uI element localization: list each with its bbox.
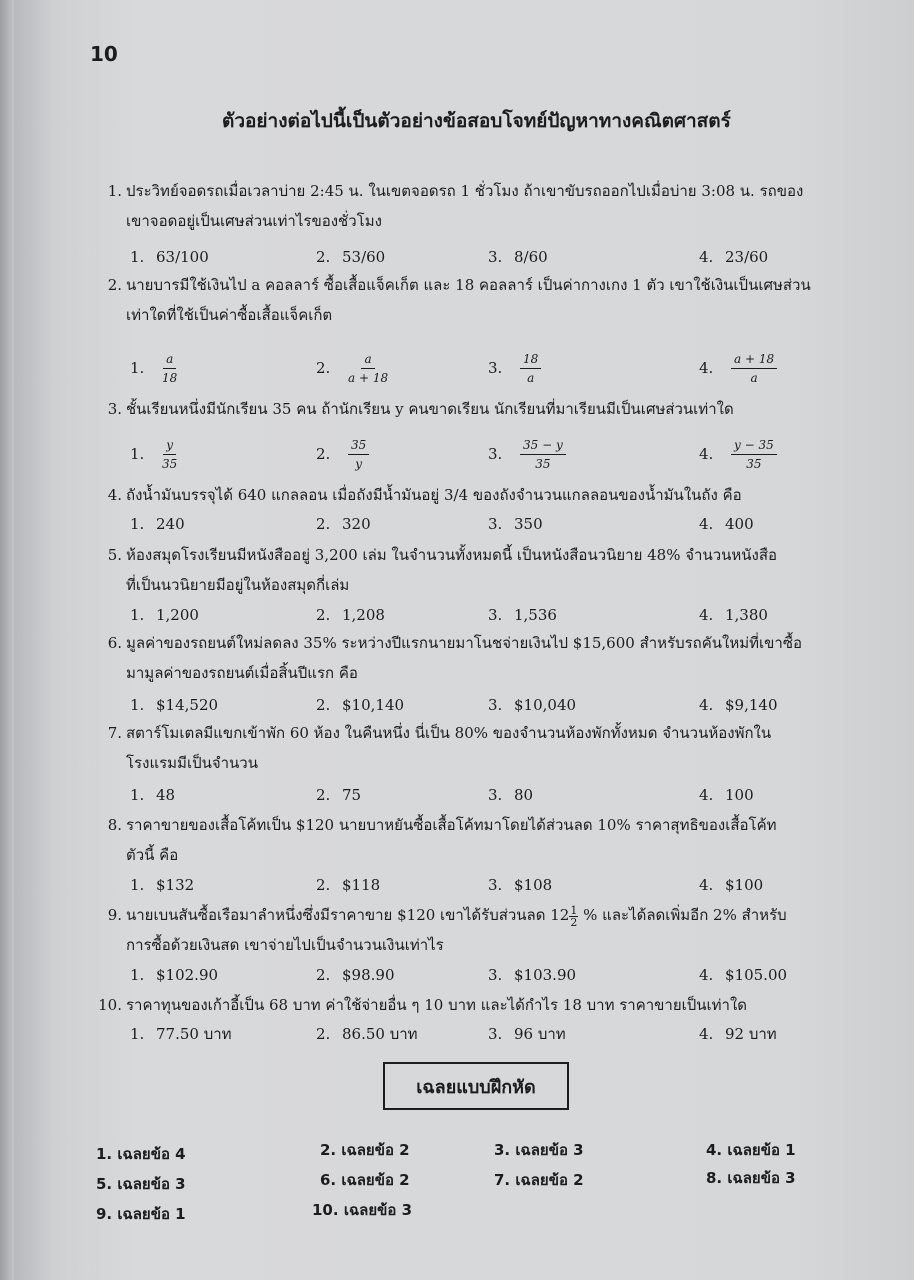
- question-number: 7.: [107, 724, 122, 742]
- answer-item: 1. เฉลยข้อ 4: [96, 1145, 186, 1163]
- options-4: [130, 509, 870, 539]
- fraction: $\frac{y - 35}{35}$: [731, 438, 777, 471]
- options-5: [130, 600, 870, 630]
- option: 2. 320: [316, 515, 371, 533]
- question-7: [92, 718, 872, 778]
- question-line: เท่าใดที่ใช้เป็นค่าซื้อเสื้อแจ็คเก็ต: [126, 306, 333, 324]
- question-text: [126, 628, 872, 688]
- question-text: [126, 270, 872, 330]
- question-text: [126, 176, 872, 236]
- fraction: $\frac{1}{2}$: [570, 903, 578, 929]
- question-text: [126, 480, 872, 510]
- option: 4. $\frac{y - 35}{35}$: [699, 438, 777, 471]
- option: 2. $\frac{35}{y}$: [316, 438, 369, 471]
- answer-item: 5. เฉลยข้อ 3: [96, 1175, 186, 1193]
- question-number: 10.: [98, 996, 122, 1014]
- question-line: ที่เป็นนวนิยายมีอยู่ในห้องสมุดกี่เล่ม: [126, 576, 350, 594]
- option: 4. $\frac{a + 18}{a}$: [699, 352, 777, 385]
- options-10: [130, 1019, 870, 1049]
- page-number: 10: [90, 42, 118, 66]
- question-text: [126, 810, 872, 870]
- option: 2. 1,208: [316, 606, 385, 624]
- question-8: [92, 810, 872, 870]
- question-text: [126, 900, 872, 960]
- question-2: [92, 270, 872, 330]
- option: 4. $100: [699, 876, 764, 894]
- question-line: นายบารมีใช้เงินไป a คอลลาร์ ซื้อเสื้อแจ็คเก็ต และ 18 คอลลาร์ เป็นค่ากางเกง 1 ตัว เขาใช้เงินเป็นเศษส่วน: [126, 276, 811, 294]
- option: 2. 86.50 บาท: [316, 1025, 418, 1043]
- option: 2. $98.90: [316, 966, 395, 984]
- option: 2. $10,140: [316, 696, 405, 714]
- page-binding-edge: [0, 0, 14, 1280]
- option: 4. $105.00: [699, 966, 788, 984]
- answer-item: 3. เฉลยข้อ 3: [494, 1141, 584, 1159]
- option: 3. 1,536: [488, 606, 557, 624]
- question-line: ประวิทย์จอดรถเมื่อเวลาบ่าย 2:45 น. ในเขตจอดรถ 1 ชั่วโมง ถ้าเขาขับรถออกไปเมื่อบ่าย 3:08 น. รถของ: [126, 182, 804, 200]
- question-text: [126, 394, 872, 424]
- answer-item: 8. เฉลยข้อ 3: [706, 1169, 796, 1187]
- question-number: 3.: [107, 400, 122, 418]
- option: 2. $118: [316, 876, 381, 894]
- option: 1. $102.90: [130, 966, 219, 984]
- option: 2. 53/60: [316, 248, 386, 266]
- fraction: $\frac{a + 18}{a}$: [731, 352, 777, 385]
- option: 3. 350: [488, 515, 543, 533]
- question-line: สตาร์โมเตลมีแขกเข้าพัก 60 ห้อง ในคืนหนึ่ง นี่เป็น 80% ของจำนวนห้องพักทั้งหมด จำนวนห้องพักใน: [126, 724, 772, 742]
- question-number: 8.: [107, 816, 122, 834]
- question-text: [126, 718, 872, 778]
- question-line: โรงแรมมีเป็นจำนวน: [126, 754, 258, 772]
- question-line: ราคาทุนของเก้าอี้เป็น 68 บาท ค่าใช้จ่ายอื่น ๆ 10 บาท และได้กำไร 18 บาท ราคาขายเป็นเท่าใด: [126, 996, 748, 1014]
- option: 1. 1,200: [130, 606, 199, 624]
- question-number: 9.: [107, 906, 122, 924]
- option: 1. 77.50 บาท: [130, 1025, 232, 1043]
- option: 2. 75: [316, 786, 362, 804]
- question-9: [92, 900, 872, 960]
- option: 3. 96 บาท: [488, 1025, 566, 1043]
- question-number: 4.: [107, 486, 122, 504]
- question-text: [126, 540, 872, 600]
- options-8: [130, 870, 870, 900]
- question-number: 5.: [107, 546, 122, 564]
- option: 4. 23/60: [699, 248, 769, 266]
- question-line: การซื้อด้วยเงินสด เขาจ่ายไปเป็นจำนวนเงินเท่าไร: [126, 936, 444, 954]
- question-5: [92, 540, 872, 600]
- options-3: [130, 438, 870, 471]
- question-3: [92, 394, 872, 424]
- question-number: 6.: [107, 634, 122, 652]
- fraction: $\frac{a}{18}$: [162, 352, 178, 385]
- answer-item: 9. เฉลยข้อ 1: [96, 1205, 186, 1223]
- options-9: [130, 960, 870, 990]
- option: 4. 1,380: [699, 606, 768, 624]
- option: 4. 92 บาท: [699, 1025, 777, 1043]
- answer-item: 2. เฉลยข้อ 2: [320, 1141, 410, 1159]
- option: 3. $\frac{35 - y}{35}$: [488, 438, 566, 471]
- question-line: มูลค่าของรถยนต์ใหม่ลดลง 35% ระหว่างปีแรกนายมาโนชจ่ายเงินไป $15,600 สำหรับรถคันใหม่ที่เขาซื้อ: [126, 634, 803, 652]
- fraction: $\frac{a}{a + 18}$: [348, 352, 389, 385]
- question-line: ราคาขายของเสื้อโค้ทเป็น $120 นายบาหยันซื้อเสื้อโค้ทมาโดยได้ส่วนลด 10% ราคาสุทธิของเสื้อโค้ท: [126, 816, 777, 834]
- option: 3. $10,040: [488, 696, 577, 714]
- option: 3. $\frac{18}{a}$: [488, 352, 541, 385]
- option: 4. 400: [699, 515, 754, 533]
- question-line: นายเบนสันซื้อเรือมาลำหนึ่งซึ่งมีราคาขาย $120 เขาได้รับส่วนลด 12 $\frac{1}{2}$ % และได้ลดเพิ่มอีก 2% สำหรับ: [126, 903, 787, 929]
- answer-item: 6. เฉลยข้อ 2: [320, 1171, 410, 1189]
- fraction: $\frac{18}{a}$: [520, 352, 541, 385]
- fraction: $\frac{35}{y}$: [348, 438, 369, 471]
- answer-item: 7. เฉลยข้อ 2: [494, 1171, 584, 1189]
- option: 1. 240: [130, 515, 185, 533]
- option: 3. $103.90: [488, 966, 577, 984]
- question-line: มามูลค่าของรถยนต์เมื่อสิ้นปีแรก คือ: [126, 664, 358, 682]
- question-10: [92, 990, 872, 1020]
- page-title: ตัวอย่างต่อไปนี้เป็นตัวอย่างข้อสอบโจทย์ปัญหาทางคณิตศาสตร์: [222, 110, 731, 132]
- question-4: [92, 480, 872, 510]
- options-2: [130, 352, 870, 385]
- question-number: 2.: [107, 276, 122, 294]
- question-line: ห้องสมุดโรงเรียนมีหนังสืออยู่ 3,200 เล่ม ในจำนวนทั้งหมดนี้ เป็นหนังสือนวนิยาย 48% จำนวนหนังสือ: [126, 546, 778, 564]
- answer-key-title: เฉลยแบบฝึกหัด: [383, 1062, 569, 1110]
- option: 4. 100: [699, 786, 754, 804]
- question-line: เขาจอดอยู่เป็นเศษส่วนเท่าไรของชั่วโมง: [126, 212, 382, 230]
- question-number: 1.: [107, 182, 122, 200]
- option: 1. $14,520: [130, 696, 219, 714]
- answer-item: 4. เฉลยข้อ 1: [706, 1141, 796, 1159]
- option: 3. $108: [488, 876, 553, 894]
- option: 1. 63/100: [130, 248, 209, 266]
- options-1: [130, 242, 870, 272]
- question-line: ถังน้ำมันบรรจุได้ 640 แกลลอน เมื่อถังมีน้ำมันอยู่ 3/4 ของถังจำนวนแกลลอนของน้ำมันในถัง คือ: [126, 486, 742, 504]
- option: 3. 80: [488, 786, 534, 804]
- option: 2. $\frac{a}{a + 18}$: [316, 352, 389, 385]
- answer-item: 10. เฉลยข้อ 3: [312, 1201, 413, 1219]
- question-6: [92, 628, 872, 688]
- question-1: [92, 176, 872, 236]
- option: 1. 48: [130, 786, 176, 804]
- options-6: [130, 690, 870, 720]
- options-7: [130, 780, 870, 810]
- question-line: ชั้นเรียนหนึ่งมีนักเรียน 35 คน ถ้านักเรียน y คนขาดเรียน นักเรียนที่มาเรียนมีเป็นเศษส่วนเท่าใด: [126, 400, 734, 418]
- fraction: $\frac{35 - y}{35}$: [520, 438, 566, 471]
- option: 4. $9,140: [699, 696, 778, 714]
- option: 1. $\frac{a}{18}$: [130, 352, 178, 385]
- question-text: [126, 990, 872, 1020]
- fraction: $\frac{y}{35}$: [162, 438, 178, 471]
- option: 3. 8/60: [488, 248, 548, 266]
- question-line: ตัวนี้ คือ: [126, 846, 179, 864]
- option: 1. $\frac{y}{35}$: [130, 438, 178, 471]
- option: 1. $132: [130, 876, 195, 894]
